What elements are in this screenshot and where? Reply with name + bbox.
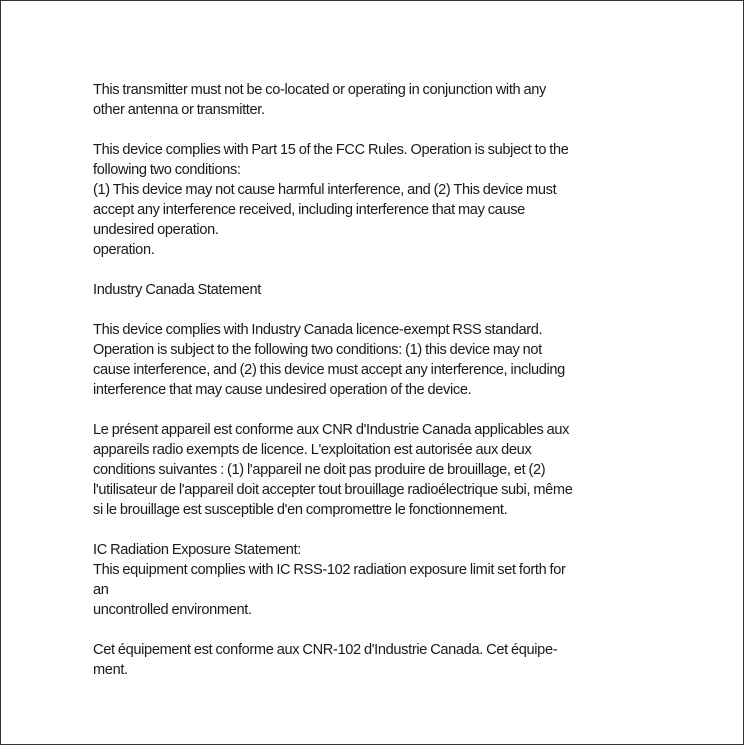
text-line: IC Radiation Exposure Statement: bbox=[93, 542, 301, 558]
ic-radiation-exposure-statement bbox=[93, 540, 733, 620]
french-ic-statement bbox=[93, 420, 733, 520]
colocation-notice bbox=[93, 80, 733, 120]
text-line: (1) This device may not cause harmful interference, and (2) This device must bbox=[93, 182, 557, 198]
text-line: Operation is subject to the following two conditions: (1) this device may not bbox=[93, 342, 542, 358]
text-line: appareils radio exempts de licence. L'exploitation est autorisée aux deux bbox=[93, 442, 532, 458]
text-line: Cet équipement est conforme aux CNR-102 d'Industrie Canada. Cet équipe- bbox=[93, 642, 558, 658]
text-line: l'utilisateur de l'appareil doit accepter tout brouillage radioélectrique subi, même bbox=[93, 482, 573, 498]
text-line: si le brouillage est susceptible d'en compromettre le fonctionnement. bbox=[93, 502, 508, 518]
text-line: This equipment complies with IC RSS-102 radiation exposure limit set forth for bbox=[93, 562, 566, 578]
text-line: following two conditions: bbox=[93, 162, 241, 178]
text-line: an bbox=[93, 582, 109, 598]
text-line: operation. bbox=[93, 242, 155, 258]
text-line: accept any interference received, including interference that may cause bbox=[93, 202, 525, 218]
text-line: This device complies with Industry Canada licence-exempt RSS standard. bbox=[93, 322, 543, 338]
text-line: This device complies with Part 15 of the FCC Rules. Operation is subject to the bbox=[93, 142, 569, 158]
text-line: This transmitter must not be co-located or operating in conjunction with any bbox=[93, 82, 546, 98]
industry-canada-heading bbox=[93, 280, 733, 300]
document-body bbox=[93, 80, 733, 700]
fcc-part15-statement bbox=[93, 140, 733, 260]
industry-canada-statement bbox=[93, 320, 733, 400]
text-line: undesired operation. bbox=[93, 222, 219, 238]
text-line: conditions suivantes : (1) l'appareil ne doit pas produire de brouillage, et (2) bbox=[93, 462, 546, 478]
text-line: cause interference, and (2) this device must accept any interference, including bbox=[93, 362, 565, 378]
text-line: Le présent appareil est conforme aux CNR d'Industrie Canada applicables aux bbox=[93, 422, 570, 438]
text-line: other antenna or transmitter. bbox=[93, 102, 265, 118]
text-line: interference that may cause undesired operation of the device. bbox=[93, 382, 472, 398]
text-line: uncontrolled environment. bbox=[93, 602, 252, 618]
text-line: Industry Canada Statement bbox=[93, 282, 261, 298]
french-cnr102-statement bbox=[93, 640, 733, 680]
text-line: ment. bbox=[93, 662, 128, 678]
